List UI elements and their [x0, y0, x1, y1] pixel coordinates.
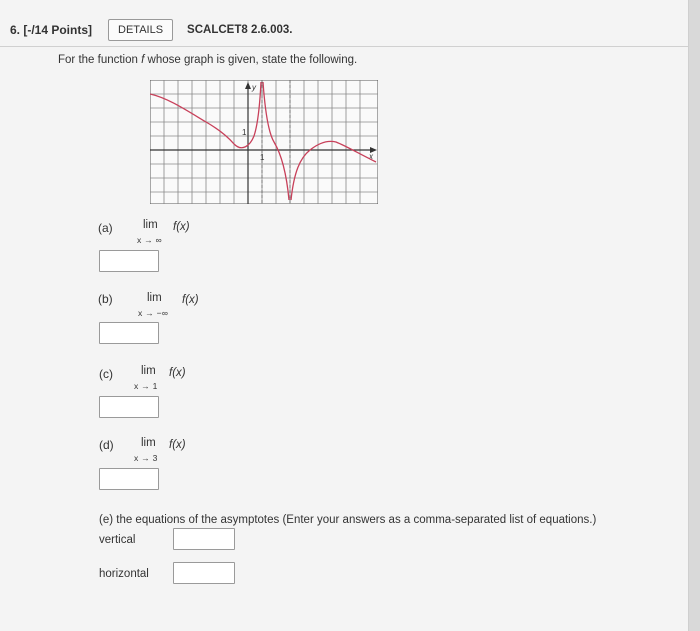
header-divider [0, 46, 688, 47]
function-name: f [141, 54, 145, 66]
graph-x-label: x [369, 152, 373, 161]
question-header [10, 16, 293, 44]
answer-c-input[interactable] [99, 396, 159, 418]
part-b-sub: x → −∞ [138, 308, 169, 318]
part-c-func: f(x) [169, 367, 186, 379]
part-d-lim: lim [141, 437, 156, 449]
graph-y-label: y [252, 83, 256, 92]
prompt-text: For the function [58, 54, 142, 66]
graph-tick-x: 1 [260, 153, 265, 162]
question-prompt [58, 54, 357, 66]
part-c-lim: lim [141, 365, 156, 377]
part-b-func: f(x) [182, 294, 199, 306]
part-a-sub: x → ∞ [137, 235, 163, 245]
answer-a-input[interactable] [99, 250, 159, 272]
answer-d-input[interactable] [99, 468, 159, 490]
part-a-func: f(x) [173, 221, 190, 233]
function-graph [150, 80, 378, 204]
part-c-sub: x → 1 [134, 381, 158, 391]
horizontal-asymptote-input[interactable] [173, 562, 235, 584]
part-d-label: (d) [99, 438, 114, 452]
details-button[interactable]: DETAILS [108, 19, 173, 41]
question-number: 6. [-/14 Points] [10, 23, 93, 37]
part-a-lim: lim [143, 219, 158, 231]
part-c-label: (c) [99, 367, 113, 381]
vertical-label: vertical [99, 534, 136, 546]
part-e-text: (e) the equations of the asymptotes (Enter your answers as a comma-separated list of equations.) [99, 514, 597, 526]
answer-b-input[interactable] [99, 322, 159, 344]
vertical-asymptote-input[interactable] [173, 528, 235, 550]
part-b-lim: lim [147, 292, 162, 304]
part-a-label: (a) [98, 221, 113, 235]
graph-tick-y: 1 [242, 128, 247, 137]
horizontal-label: horizontal [99, 568, 149, 580]
question-code: SCALCET8 2.6.003. [187, 24, 293, 36]
part-b-label: (b) [98, 292, 113, 306]
part-d-sub: x → 3 [134, 453, 158, 463]
part-d-func: f(x) [169, 439, 186, 451]
prompt-text-end: whose graph is given, state the following. [144, 54, 358, 66]
